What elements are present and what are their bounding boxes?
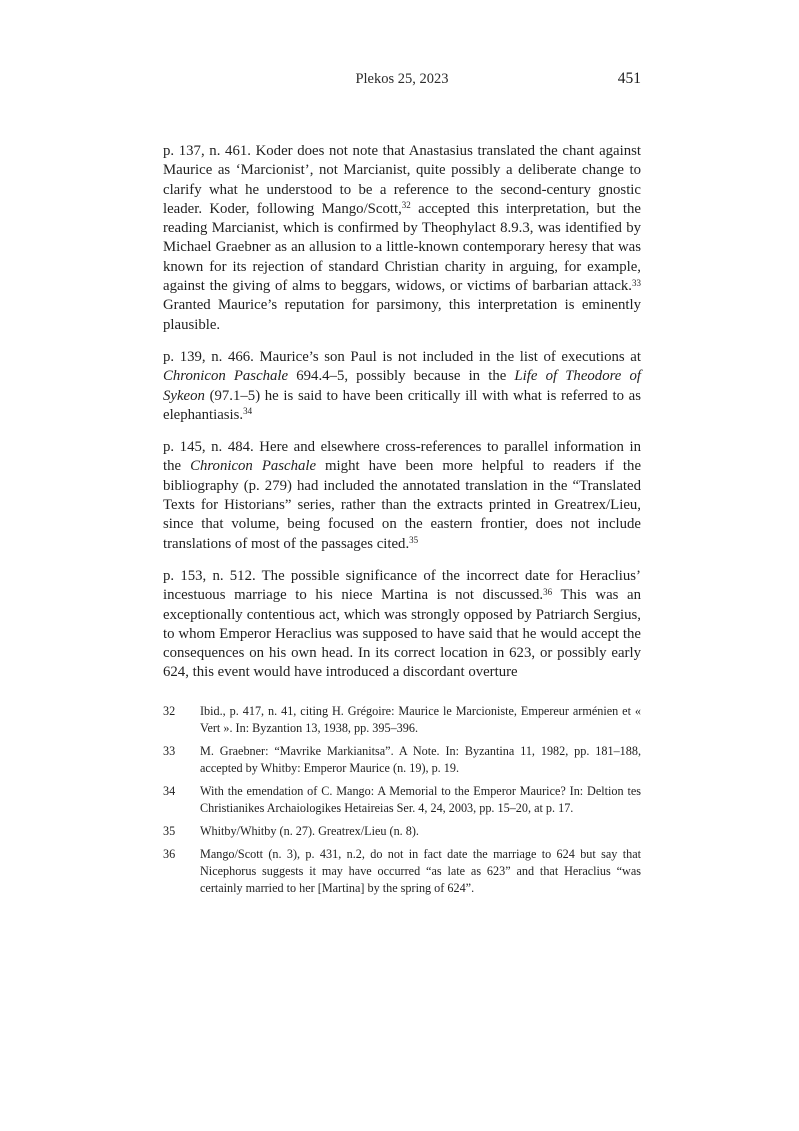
paragraph xyxy=(163,567,641,683)
footnote-reference: 32 xyxy=(401,200,411,211)
work-title-italic: Chronicon Paschale xyxy=(190,458,317,475)
text-run: p. 145, n. 484. Here and elsewhere cross-references to parallel information in the xyxy=(163,439,641,475)
footnote xyxy=(163,823,641,840)
footnotes xyxy=(163,703,641,903)
work-title-italic: Life of Theodore of Sykeon xyxy=(163,368,642,404)
footnote-reference: 33 xyxy=(632,277,641,288)
footnote-reference: 34 xyxy=(243,406,253,417)
footnote xyxy=(163,703,641,737)
footnote-number: 36 xyxy=(163,847,176,861)
footnote xyxy=(163,783,641,817)
paragraph xyxy=(163,348,641,425)
footnote-text: Mango/Scott (n. 3), p. 431, n.2, do not in fact date the marriage to 624 but say that Nicephorus suggests it may have occurred “as late as 623” and that Heraclius “was certainly married to her [Martina] by the spring of 624”. xyxy=(200,847,641,895)
text-run: 694.4–5, possibly because in the xyxy=(288,368,515,385)
footnote-text: Ibid., p. 417, n. 41, citing H. Grégoire: Maurice le Marcioniste, Empereur arménien et « Vert ». In: Byzantion 13, 1938, pp. 395–396. xyxy=(200,704,641,735)
body-text xyxy=(163,142,641,696)
text-run: (97.1–5) he is said to have been critically ill with what is referred to as elephantiasis. xyxy=(163,387,641,423)
footnote-number: 33 xyxy=(163,744,176,758)
footnote xyxy=(163,743,641,777)
footnote-text: M. Graebner: “Mavrike Markianitsa”. A Note. In: Byzantina 11, 1982, pp. 181–188, accepted by Whitby: Emperor Maurice (n. 19), p. 19. xyxy=(200,744,641,775)
work-title-italic: Chronicon Paschale xyxy=(163,368,289,385)
journal-running-head: Plekos 25, 2023 xyxy=(355,71,449,87)
text-run: accepted this interpretation, but the reading Marcianist, which is confirmed by Theophylact 8.9.3, was identified by Michael Graebner as an allusion to a little-known contemporary heresy that was known for its rejection of standard Christian charity in arguing, for example, against the giving of alms to beggars, widows, or victims of barbarian attack. xyxy=(163,200,641,295)
footnote-reference: 35 xyxy=(409,535,419,546)
footnote-reference: 36 xyxy=(543,586,553,597)
page-header xyxy=(163,70,641,90)
footnote-number: 34 xyxy=(163,784,176,798)
page-number: 451 xyxy=(617,70,641,87)
footnote-number: 35 xyxy=(163,824,176,838)
text-run: p. 153, n. 512. The possible significance of the incorrect date for Heraclius’ incestuous marriage to his niece Martina is not discussed. xyxy=(163,567,641,604)
text-run: p. 137, n. 461. Koder does not note that Anastasius translated the chant against Maurice as ‘Marcionist’, not Marcianist, quite possibly a deliberate change to clarify what he understood to be a reference to the second-century gnostic leader. Koder, following Mango/Scott, xyxy=(163,143,641,217)
paragraph xyxy=(163,438,641,554)
footnote-number: 32 xyxy=(163,704,176,718)
text-run: Granted Maurice’s reputation for parsimony, this interpretation is eminently plausible. xyxy=(163,297,641,333)
text-run: p. 139, n. 466. Maurice’s son Paul is not included in the list of executions at xyxy=(163,348,641,365)
footnote-text: With the emendation of C. Mango: A Memorial to the Emperor Maurice? In: Deltion tes Christianikes Archaiologikes Hetaireias Ser. 4, 24, 2003, pp. 15–20, at p. 17. xyxy=(200,784,641,815)
footnote xyxy=(163,846,641,897)
text-run: This was an exceptionally contentious act, which was strongly opposed by Patriarch Sergius, to whom Emperor Heraclius was supposed to have said that he would accept the consequences on his own head. In its correct location in 623, or possibly early 624, this event would have introduced a discordant overture xyxy=(163,587,641,681)
text-run: might have been more helpful to readers if the bibliography (p. 279) had included the annotated translation in the “Translated Texts for Historians” series, rather than the extracts printed in Greatrex/Lieu, since that volume, being focused on the eastern frontier, does not include translations of most of the passages cited. xyxy=(163,458,642,552)
paragraph xyxy=(163,142,641,335)
footnote-text: Whitby/Whitby (n. 27). Greatrex/Lieu (n. 8). xyxy=(200,824,419,838)
